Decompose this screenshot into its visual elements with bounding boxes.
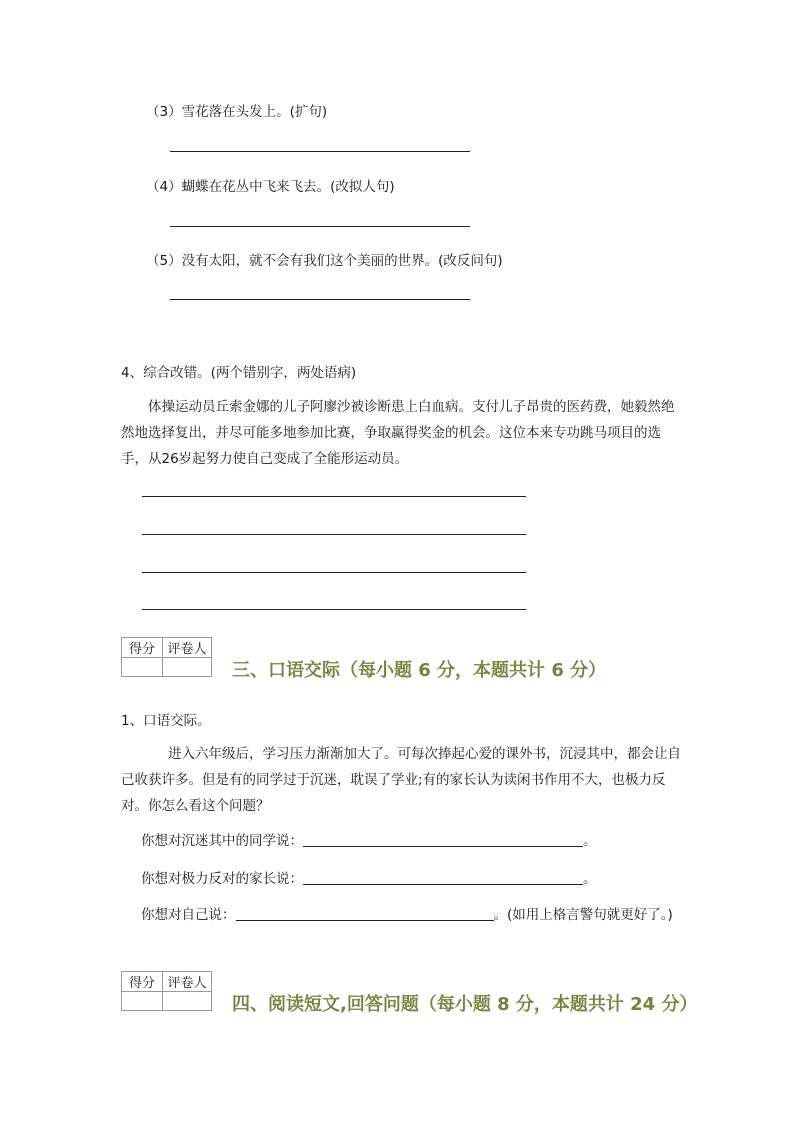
q4-answer-line-4[interactable] [142,609,526,610]
item-4: （4）蝴蝶在花丛中飞来飞去。(改拟人句) [146,179,395,195]
section4-title: 四、阅读短文,回答问题（每小题 8 分，本题共计 24 分） [232,994,698,1015]
prompt-classmates-text: 你想对沉迷其中的同学说： [141,833,303,849]
item-5: （5）没有太阳，就不会有我们这个美丽的世界。(改反问句) [146,253,503,269]
s3-q1-title: 1、口语交际。 [121,713,211,729]
item-3: （3）雪花落在头发上。(扩句) [146,104,328,120]
prompt-parents [141,867,597,887]
answer-line-5[interactable] [170,299,470,300]
grader-cell[interactable] [163,658,212,677]
s3-paragraph: 进入六年级后，学习压力渐渐加大了。可每次捧起心爱的课外书，沉浸其中，都会让自己收获许多。但是有的同学过于沉迷，耽误了学业;有的家长认为读闲书作用不大，也极力反对。你怎么看这个问题？ [121,746,681,814]
score-cell[interactable] [122,658,163,677]
answer-line-4[interactable] [170,226,470,227]
q4-title: 4、综合改错。(两个错别字，两处语病) [121,365,357,381]
answer-line-parents[interactable] [303,870,583,885]
q4-answer-line-1[interactable] [142,496,526,497]
prompt-classmates [141,829,597,849]
answer-line-3[interactable] [170,151,470,152]
q4-answer-line-3[interactable] [142,572,526,573]
q4-paragraph: 体操运动员丘索金娜的儿子阿廖沙被诊断患上白血病。支付儿子昂贵的医药费，她毅然绝然地选择复出，并尽可能多地参加比赛，争取赢得奖金的机会。这位本来专功跳马项目的选手，从26岁起努力使自己变成了全能形运动员。 [121,399,675,467]
answer-line-self[interactable] [236,906,494,921]
score-box-section3 [121,637,212,677]
prompt-self [121,902,681,928]
grader-label: 评卷人 [163,972,212,992]
score-box-section4 [121,971,212,1011]
prompt-parents-end: 。 [583,871,597,887]
score-label: 得分 [122,638,163,658]
prompt-self-text: 你想对自己说： [141,907,236,923]
grader-cell[interactable] [163,992,212,1011]
answer-line-classmates[interactable] [303,832,583,847]
score-label: 得分 [122,972,163,992]
score-cell[interactable] [122,992,163,1011]
prompt-classmates-end: 。 [583,833,597,849]
grader-label: 评卷人 [163,638,212,658]
prompt-self-end: 。(如用上格言警句就更好了。) [493,907,673,923]
section3-title: 三、口语交际（每小题 6 分，本题共计 6 分） [232,660,607,681]
prompt-parents-text: 你想对极力反对的家长说： [141,871,303,887]
q4-answer-line-2[interactable] [142,534,526,535]
